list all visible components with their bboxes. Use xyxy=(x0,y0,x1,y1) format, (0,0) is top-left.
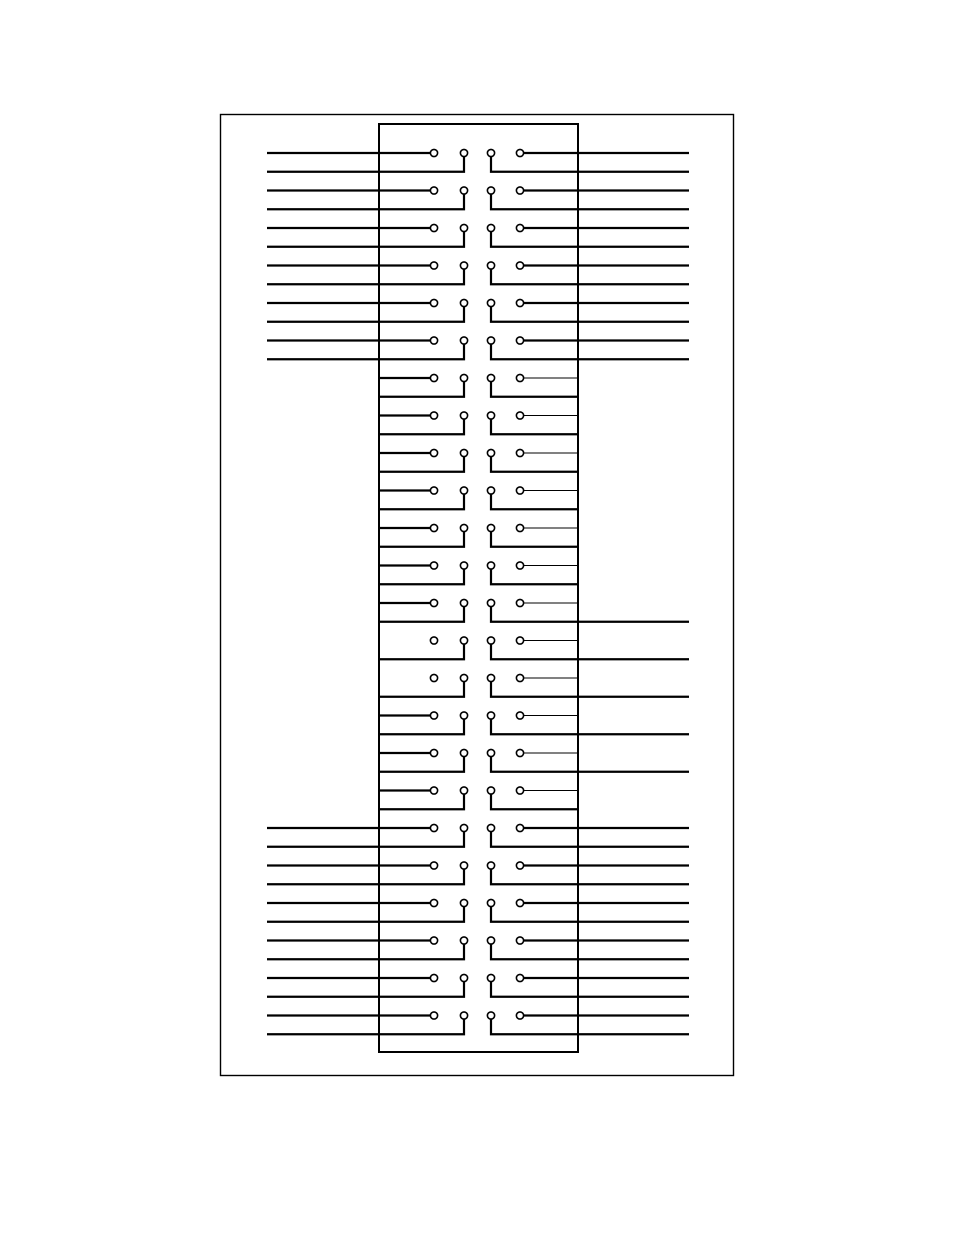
terminal-21-b xyxy=(460,899,467,906)
terminal-9-b xyxy=(460,449,467,456)
right-bus-row-9 xyxy=(491,457,578,472)
terminal-11-d xyxy=(516,524,523,531)
left-bus-row-19 xyxy=(267,832,464,847)
terminal-8-d xyxy=(516,412,523,419)
left-bus-row-4 xyxy=(267,269,464,284)
right-bus-row-18 xyxy=(491,794,578,809)
terminal-19-a xyxy=(430,824,437,831)
terminal-16-b xyxy=(460,712,467,719)
terminal-1-c xyxy=(487,149,494,156)
terminal-19-d xyxy=(516,824,523,831)
terminal-22-b xyxy=(460,937,467,944)
terminal-16-a xyxy=(430,712,437,719)
terminal-11-b xyxy=(460,524,467,531)
terminal-23-b xyxy=(460,974,467,981)
right-bus-row-4 xyxy=(491,269,689,284)
terminal-13-a xyxy=(430,599,437,606)
terminal-12-a xyxy=(430,562,437,569)
terminal-12-b xyxy=(460,562,467,569)
right-bus-row-20 xyxy=(491,869,689,884)
terminal-12-d xyxy=(516,562,523,569)
right-bus-row-13 xyxy=(491,607,689,622)
terminal-18-a xyxy=(430,787,437,794)
terminal-5-a xyxy=(430,299,437,306)
left-bus-row-15 xyxy=(379,682,464,697)
left-bus-row-12 xyxy=(379,569,464,584)
right-bus-row-12 xyxy=(491,569,578,584)
right-bus-row-1 xyxy=(491,157,689,172)
left-bus-row-18 xyxy=(379,794,464,809)
terminal-18-c xyxy=(487,787,494,794)
terminal-19-c xyxy=(487,824,494,831)
terminal-2-a xyxy=(430,187,437,194)
terminal-4-b xyxy=(460,262,467,269)
terminal-23-c xyxy=(487,974,494,981)
terminal-8-a xyxy=(430,412,437,419)
right-bus-row-8 xyxy=(491,419,578,434)
left-bus-row-24 xyxy=(267,1019,464,1034)
left-bus-row-3 xyxy=(267,232,464,247)
terminal-22-c xyxy=(487,937,494,944)
terminal-10-b xyxy=(460,487,467,494)
right-bus-row-17 xyxy=(491,757,689,772)
terminal-10-c xyxy=(487,487,494,494)
right-bus-row-11 xyxy=(491,532,578,547)
terminal-24-a xyxy=(430,1012,437,1019)
terminal-2-d xyxy=(516,187,523,194)
terminal-17-a xyxy=(430,749,437,756)
terminal-23-a xyxy=(430,974,437,981)
right-bus-row-16 xyxy=(491,719,689,734)
terminal-7-b xyxy=(460,374,467,381)
terminal-16-d xyxy=(516,712,523,719)
terminal-1-b xyxy=(460,149,467,156)
left-bus-row-5 xyxy=(267,307,464,322)
terminal-15-c xyxy=(487,674,494,681)
terminal-3-b xyxy=(460,224,467,231)
terminal-5-d xyxy=(516,299,523,306)
right-bus-row-21 xyxy=(491,907,689,922)
left-bus-row-2 xyxy=(267,194,464,209)
terminal-9-d xyxy=(516,449,523,456)
terminal-6-b xyxy=(460,337,467,344)
left-bus-row-9 xyxy=(379,457,464,472)
terminal-4-a xyxy=(430,262,437,269)
left-bus-row-21 xyxy=(267,907,464,922)
right-bus-row-3 xyxy=(491,232,689,247)
terminal-13-c xyxy=(487,599,494,606)
terminal-3-d xyxy=(516,224,523,231)
right-bus-row-15 xyxy=(491,682,689,697)
right-bus-row-19 xyxy=(491,832,689,847)
left-bus-row-8 xyxy=(379,419,464,434)
terminal-12-c xyxy=(487,562,494,569)
terminal-23-d xyxy=(516,974,523,981)
terminal-19-b xyxy=(460,824,467,831)
left-bus-row-11 xyxy=(379,532,464,547)
right-bus-row-14 xyxy=(491,644,689,659)
terminal-17-c xyxy=(487,749,494,756)
right-bus-row-24 xyxy=(491,1019,689,1034)
terminal-11-c xyxy=(487,524,494,531)
terminal-17-d xyxy=(516,749,523,756)
terminal-10-d xyxy=(516,487,523,494)
right-bus-row-5 xyxy=(491,307,689,322)
terminal-6-a xyxy=(430,337,437,344)
terminal-3-a xyxy=(430,224,437,231)
terminal-14-d xyxy=(516,637,523,644)
terminal-21-c xyxy=(487,899,494,906)
terminal-16-c xyxy=(487,712,494,719)
right-bus-row-22 xyxy=(491,944,689,959)
wires-layer xyxy=(267,153,689,1034)
outer-frame xyxy=(221,115,734,1076)
terminal-9-c xyxy=(487,449,494,456)
terminal-4-c xyxy=(487,262,494,269)
terminal-2-c xyxy=(487,187,494,194)
terminal-17-b xyxy=(460,749,467,756)
left-bus-row-7 xyxy=(379,382,464,397)
left-bus-row-13 xyxy=(379,607,464,622)
terminal-2-b xyxy=(460,187,467,194)
terminal-5-c xyxy=(487,299,494,306)
terminal-5-b xyxy=(460,299,467,306)
terminal-21-d xyxy=(516,899,523,906)
left-bus-row-17 xyxy=(379,757,464,772)
left-bus-row-16 xyxy=(379,719,464,734)
terminal-22-a xyxy=(430,937,437,944)
right-bus-row-10 xyxy=(491,494,578,509)
right-bus-row-2 xyxy=(491,194,689,209)
terminal-20-a xyxy=(430,862,437,869)
terminal-6-d xyxy=(516,337,523,344)
terminal-18-d xyxy=(516,787,523,794)
terminal-1-d xyxy=(516,149,523,156)
terminal-6-c xyxy=(487,337,494,344)
left-bus-row-1 xyxy=(267,157,464,172)
terminal-7-c xyxy=(487,374,494,381)
terminal-13-b xyxy=(460,599,467,606)
left-bus-row-20 xyxy=(267,869,464,884)
terminal-14-b xyxy=(460,637,467,644)
right-bus-row-6 xyxy=(491,344,689,359)
terminal-14-a xyxy=(430,637,437,644)
terminal-11-a xyxy=(430,524,437,531)
terminal-15-b xyxy=(460,674,467,681)
terminal-15-d xyxy=(516,674,523,681)
terminal-7-a xyxy=(430,374,437,381)
terminal-block-body xyxy=(379,124,578,1052)
terminal-3-c xyxy=(487,224,494,231)
terminal-15-a xyxy=(430,674,437,681)
terminal-22-d xyxy=(516,937,523,944)
terminal-1-a xyxy=(430,149,437,156)
terminal-20-d xyxy=(516,862,523,869)
terminal-10-a xyxy=(430,487,437,494)
right-bus-row-23 xyxy=(491,982,689,997)
left-bus-row-22 xyxy=(267,944,464,959)
terminal-18-b xyxy=(460,787,467,794)
left-bus-row-6 xyxy=(267,344,464,359)
terminal-24-b xyxy=(460,1012,467,1019)
terminal-8-c xyxy=(487,412,494,419)
terminal-13-d xyxy=(516,599,523,606)
terminal-21-a xyxy=(430,899,437,906)
left-bus-row-10 xyxy=(379,494,464,509)
terminal-24-d xyxy=(516,1012,523,1019)
terminal-14-c xyxy=(487,637,494,644)
left-bus-row-23 xyxy=(267,982,464,997)
right-bus-row-7 xyxy=(491,382,578,397)
terminal-4-d xyxy=(516,262,523,269)
terminal-7-d xyxy=(516,374,523,381)
terminal-24-c xyxy=(487,1012,494,1019)
terminal-9-a xyxy=(430,449,437,456)
terminal-8-b xyxy=(460,412,467,419)
left-bus-row-14 xyxy=(379,644,464,659)
terminal-20-c xyxy=(487,862,494,869)
terminal-20-b xyxy=(460,862,467,869)
